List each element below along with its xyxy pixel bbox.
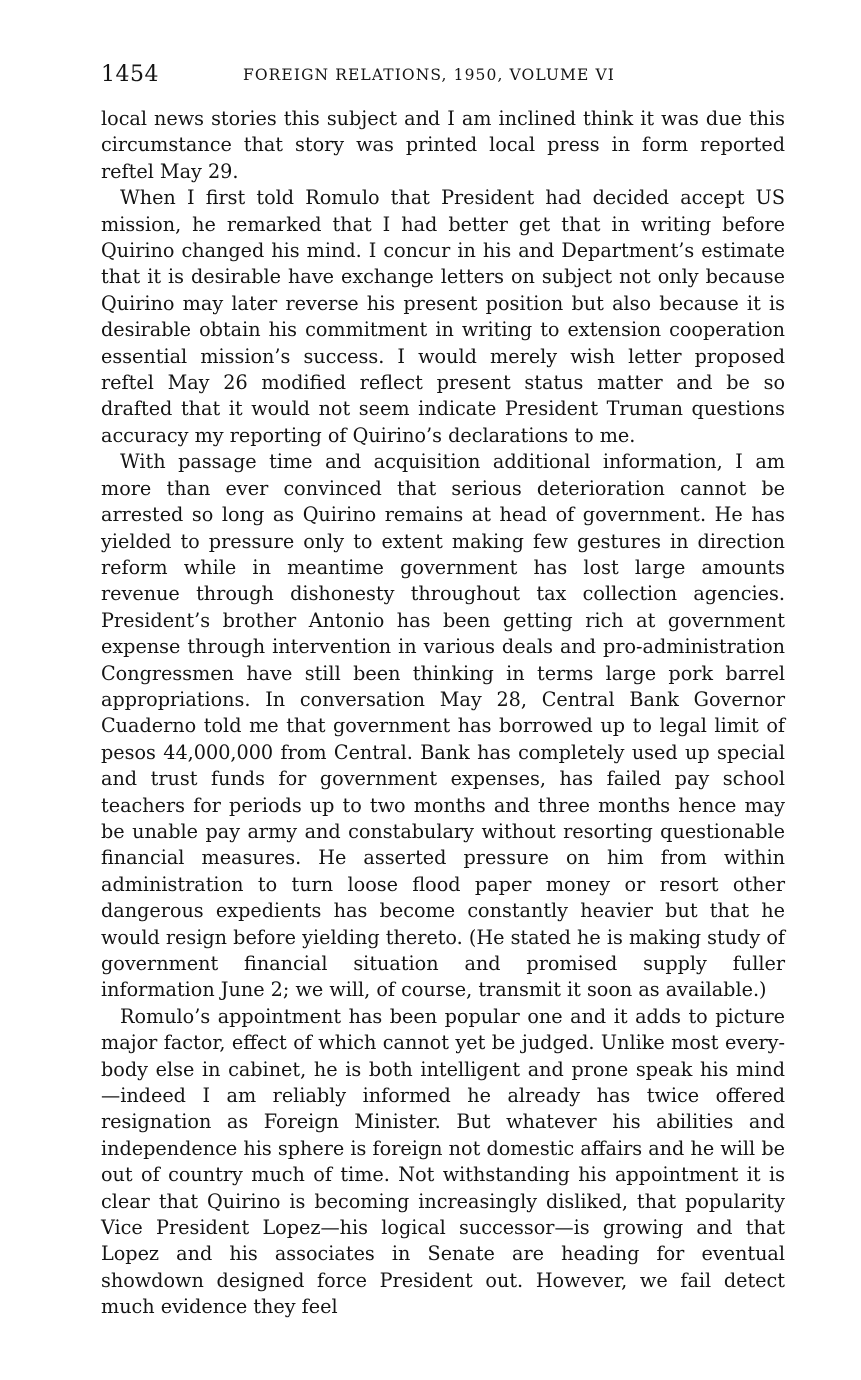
running-title: FOREIGN RELATIONS, 1950, VOLUME VI: [243, 66, 615, 84]
body-text: [101, 106, 785, 1321]
page-number: 1454: [101, 62, 159, 87]
paragraph-1: local news stories this subject and I am inclined think it was due this circumstance that story was printed local press in form reported reftel May 29.: [101, 107, 785, 183]
paragraph-2: When I first told Romulo that President had decided accept US mission, he remarked that I had better get that in writing before Quirino changed his mind. I concur in his and Department’s estimate that it is desirable have exchange letters on subject not only because Quirino may later reverse his present position but also because it is desirable obtain his commitment in writing to extension cooperation essential mission’s success. I would merely wish letter proposed reftel May 26 modified reflect present status matter and be so drafted that it would not seem indicate President Truman questions accuracy my reporting of Quirino’s declarations to me.: [101, 186, 785, 447]
paragraph-4: Romulo’s appointment has been popular one and it adds to picture major factor, effect of which cannot yet be judged. Unlike most everybody else in cabinet, he is both intelligent and prone speak his mind—indeed I am reliably informed he already has twice offered resignation as Foreign Minister. But whatever his abilities and independence his sphere is foreign not domestic affairs and he will be out of country much of time. Not withstanding his appointment it is clear that Quirino is becoming increasingly disliked, that popularity Vice President Lopez—his logical successor—is growing and that Lopez and his associates in Senate are heading for eventual showdown designed force President out. However, we fail detect much evidence they feel: [101, 1004, 785, 1319]
page-header: [101, 62, 791, 92]
paragraph-3: With passage time and acquisition additional information, I am more than ever convinced that serious deterioration cannot be arrested so long as Quirino remains at head of government. He has yielded to pressure only to extent making few gestures in direction reform while in meantime government has lost large amounts revenue through dishonesty throughout tax collection agencies. President’s brother Antonio has been getting rich at government expense through intervention in various deals and pro-administration Congressmen have still been thinking in terms large pork barrel appropriations. In conversation May 28, Central Bank Governor Cuaderno told me that government has borrowed up to legal limit of pesos 44,000,000 from Central. Bank has completely used up special and trust funds for government expenses, has failed pay school teachers for periods up to two months and three months hence may be unable pay army and constabulary without resorting questionable financial measures. He asserted pressure on him from within administration to turn loose flood paper money or resort other dangerous expedients has become constantly heavier but that he would resign before yielding thereto. (He stated he is making study of government financial situation and promised supply fuller information June 2; we will, of course, transmit it soon as available.): [101, 450, 785, 1002]
